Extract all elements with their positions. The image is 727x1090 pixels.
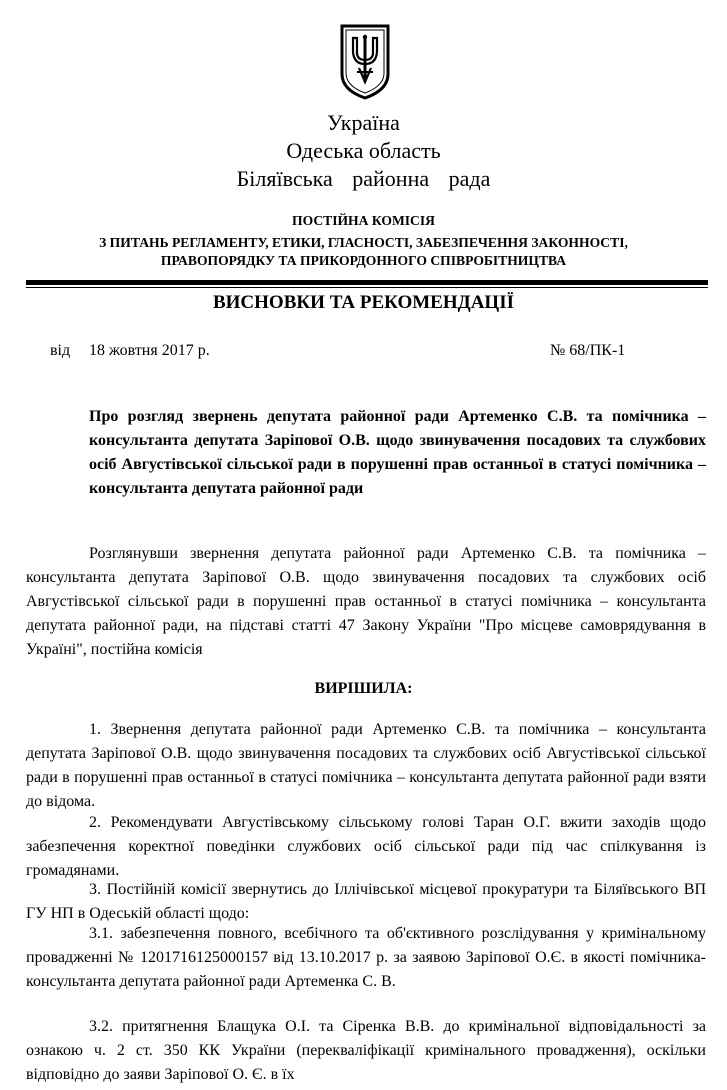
- document-date: 18 жовтня 2017 р.: [89, 342, 210, 359]
- decision-item-2: 2. Рекомендувати Августівському сільському голові Таран О.Г. вжити заходів щодо забезпечення коректної поведінки службових осіб сільської ради під час спілкування із громадянами.: [26, 814, 706, 879]
- commission-subtitle-line2: ПРАВОПОРЯДКУ ТА ПРИКОРДОННОГО СПІВРОБІТНИЦТВА: [160, 253, 567, 268]
- decision-item-1: 1. Звернення депутата районної ради Артеменко С.В. та помічника – консультанта депутата Зарiпової О.В. щодо звинувачення посадових та службових осіб Августівської сільської ради в порушенні прав останньої в статусі помічника – консультанта депутата районної ради взяти до відома.: [26, 721, 706, 810]
- decision-item-3: 3. Постійній комісії звернутись до Іллічівської місцевої прокуратури та Біляївського ВП ГУ НП в Одеській області щодо:: [26, 881, 706, 922]
- decision-item-3-1: 3.1. забезпечення повного, всебічного та об'єктивного розслідування у кримінальному провадженні № 1201716125000157 від 13.10.2017 р. за заявою Зарiпової О.Є. в якості помічника-консультанта депутата районної ради Артеменка С. В.: [26, 925, 706, 990]
- document-title: ВИСНОВКИ ТА РЕКОМЕНДАЦІЇ: [212, 292, 514, 313]
- commission-title: ПОСТІЙНА КОМІСІЯ: [292, 213, 435, 228]
- header-divider-thin: [26, 287, 708, 288]
- decision-item-3-2: 3.2. притягнення Блащука О.І. та Сіренка В.В. до кримінальної відповідальності за ознакою ч. 2 ст. 350 КК України (перекваліфікації кримінального провадження), оскільки відповідно до заяви Зарiпової О. Є. в їх: [26, 1018, 706, 1083]
- ukraine-coat-of-arms-icon: [340, 24, 390, 100]
- country-name: Україна: [327, 110, 400, 135]
- header-divider: [26, 280, 708, 285]
- council-name: Біляївська районна рада: [236, 166, 491, 191]
- preamble-paragraph: Розглянувши звернення депутата районної ради Артеменко С.В. та помічника – консультанта депутата Зарiпової О.В. щодо звинувачення посадових та службових осіб Августівської сільської ради в порушенні прав останньої в статусі помічника – консультанта депутата районної ради, на підставі статті 47 Закону України "Про місцеве самоврядування в Україні", постійна комісія: [26, 545, 706, 658]
- document-number: № 68/ПК-1: [550, 342, 626, 359]
- region-name: Одеська область: [286, 138, 441, 163]
- decided-heading: ВИРІШИЛА:: [314, 680, 413, 697]
- date-prefix: від: [50, 342, 71, 359]
- commission-subtitle-line1: З ПИТАНЬ РЕГЛАМЕНТУ, ЕТИКИ, ГЛАСНОСТІ, ЗАБЕЗПЕЧЕННЯ ЗАКОННОСТІ,: [99, 235, 628, 250]
- document-subject: Про розгляд звернень депутата районної ради Артеменко С.В. та помічника – консультанта депутата Зарiпової О.В. щодо звинувачення посадових та службових осіб Августівської сільської ради в порушенні прав останньої в статусі помічника – консультанта депутата районної ради: [89, 408, 706, 497]
